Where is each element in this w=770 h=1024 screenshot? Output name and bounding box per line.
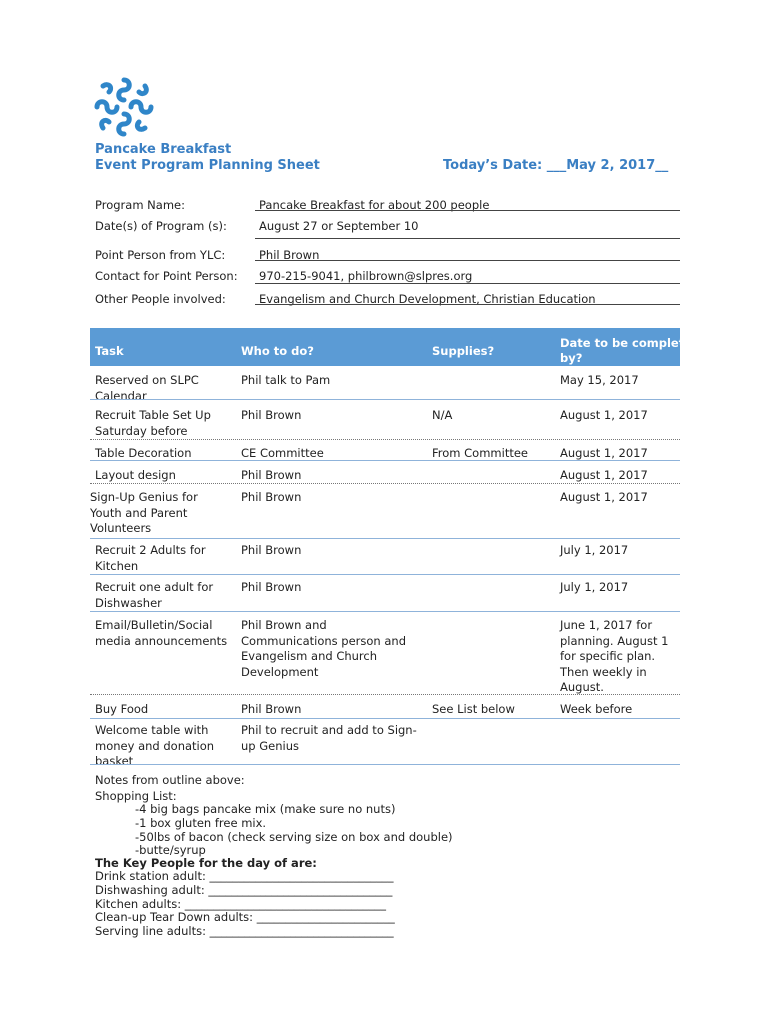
- cell-line: Phil talk to Pam: [241, 373, 331, 387]
- header-supplies: Supplies?: [432, 344, 495, 358]
- cell-line: Recruit Table Set Up: [95, 408, 211, 422]
- cell-line: May 15, 2017: [560, 373, 639, 387]
- doc-title-line2: Event Program Planning Sheet: [95, 158, 320, 173]
- cell-line: Saturday before: [95, 423, 188, 438]
- field-underline: [255, 304, 680, 305]
- cell-line: August 1, 2017: [560, 490, 648, 504]
- cell-line: Kitchen: [95, 558, 139, 573]
- cell-line: Communications person and: [241, 633, 406, 648]
- cell-line: Phil Brown and: [241, 618, 327, 632]
- cell-line: Then weekly in: [560, 664, 647, 679]
- shopping-item: -butte/syrup: [135, 843, 206, 858]
- table-row-divider: [90, 460, 680, 461]
- field-value: 970-215-9041, philbrown@slpres.org: [259, 269, 473, 283]
- table-cell-date: [560, 580, 628, 596]
- cell-line: money and donation: [95, 738, 215, 753]
- cell-line: basket: [95, 754, 134, 768]
- table-cell-task: [95, 723, 214, 770]
- header-date: Date to be completed: [560, 336, 701, 350]
- field-label: Contact for Point Person:: [95, 269, 238, 283]
- cell-line: Recruit one adult for: [95, 580, 214, 594]
- cell-line: Dishwasher: [95, 595, 162, 610]
- field-value: August 27 or September 10: [259, 219, 419, 233]
- cell-line: Recruit 2 Adults for: [95, 543, 206, 557]
- cell-line: Reserved on SLPC: [95, 373, 199, 387]
- table-cell-who: [241, 408, 301, 424]
- table-cell-date: [560, 702, 632, 718]
- field-label: Date(s) of Program (s):: [95, 219, 227, 233]
- shopping-item: -4 big bags pancake mix (make sure no nuts): [135, 802, 396, 816]
- field-underline: [255, 210, 680, 211]
- cell-line: July 1, 2017: [560, 580, 629, 594]
- table-cell-task: [95, 580, 213, 611]
- cell-line: From Committee: [432, 446, 528, 460]
- field-label: Program Name:: [95, 198, 185, 212]
- cell-line: See List below: [432, 702, 515, 716]
- key-person-line: Serving line adults: ________________________________: [95, 924, 394, 939]
- table-cell-who: [241, 373, 330, 389]
- cell-line: Phil Brown: [241, 580, 302, 594]
- field-label: Point Person from YLC:: [95, 248, 226, 262]
- cell-line: CE Committee: [241, 446, 324, 460]
- cell-line: N/A: [432, 408, 453, 422]
- key-people-title: The Key People for the day of are:: [95, 856, 317, 870]
- table-row-divider: [90, 574, 680, 575]
- notes-intro: Notes from outline above:: [95, 773, 245, 787]
- header-task: Task: [95, 344, 124, 358]
- key-person-line: Drink station adult: ________________________________: [95, 869, 394, 883]
- table-cell-who: [241, 468, 301, 484]
- table-row-divider: [90, 538, 680, 539]
- cell-line: Volunteers: [90, 521, 152, 535]
- table-cell-who: [241, 543, 301, 559]
- cell-line: Development: [241, 664, 319, 679]
- field-underline: [255, 260, 680, 261]
- cell-line: Phil to recruit and add to Sign-: [241, 723, 417, 737]
- cell-line: planning. August 1: [560, 633, 669, 648]
- shopping-item: -50lbs of bacon (check serving size on box and double): [135, 829, 453, 844]
- cell-line: Evangelism and Church: [241, 649, 378, 663]
- header-date-by: by?: [560, 351, 583, 365]
- cell-line: Table Decoration: [95, 446, 192, 460]
- table-cell-task: [95, 408, 211, 439]
- cell-line: Sign-Up Genius for: [90, 490, 198, 504]
- table-row-divider: [90, 764, 680, 765]
- table-cell-task: [95, 468, 176, 484]
- table-cell-who: [241, 702, 301, 718]
- field-label: Other People involved:: [95, 292, 226, 306]
- table-cell-supplies: [432, 702, 515, 718]
- cell-line: Phil Brown: [241, 490, 302, 504]
- cell-line: Week before: [560, 702, 633, 716]
- cell-line: August 1, 2017: [560, 468, 648, 482]
- table-cell-date: [560, 468, 648, 484]
- table-cell-date: [560, 543, 628, 559]
- cell-line: Phil Brown: [241, 543, 302, 557]
- table-cell-date: [560, 490, 648, 506]
- cross-swirl-logo-icon: [93, 76, 155, 138]
- shopping-item: -1 box gluten free mix.: [135, 815, 267, 830]
- table-cell-date: [560, 618, 668, 696]
- key-person-line: Clean-up Tear Down adults: ________________________: [95, 910, 395, 925]
- cell-line: July 1, 2017: [560, 543, 629, 557]
- table-cell-date: [560, 408, 648, 424]
- field-value: Pancake Breakfast for about 200 people: [259, 198, 490, 212]
- field-value: Phil Brown: [259, 248, 320, 262]
- table-cell-task: [95, 543, 206, 574]
- table-cell-task: [95, 618, 227, 649]
- key-person-line: Kitchen adults: ___________________________________: [95, 896, 386, 911]
- field-underline: [255, 238, 680, 239]
- cell-line: Welcome table with: [95, 723, 209, 737]
- cell-line: Calendar: [95, 388, 147, 403]
- cell-line: media announcements: [95, 633, 228, 648]
- cell-line: up Genius: [241, 738, 299, 753]
- cell-line: Phil Brown: [241, 468, 302, 482]
- cell-line: Email/Bulletin/Social: [95, 618, 213, 632]
- table-row-divider: [90, 694, 680, 695]
- doc-title-line1: Pancake Breakfast: [95, 142, 232, 157]
- cell-line: August 1, 2017: [560, 446, 648, 460]
- cell-line: Buy Food: [95, 702, 149, 716]
- todays-date: Today’s Date: ___May 2, 2017__: [443, 158, 669, 173]
- table-row-divider: [90, 611, 680, 612]
- table-cell-who: [241, 723, 417, 754]
- header-date-clip: [560, 336, 701, 366]
- table-row-divider: [90, 483, 680, 484]
- field-underline: [255, 283, 680, 284]
- table-cell-who: [241, 618, 406, 680]
- cell-line: Youth and Parent: [90, 505, 188, 520]
- cell-line: Layout design: [95, 468, 176, 482]
- cell-line: June 1, 2017 for: [560, 618, 653, 632]
- table-cell-who: [241, 490, 301, 506]
- table-cell-date: [560, 373, 639, 389]
- cell-line: August.: [560, 680, 604, 694]
- shopping-title: Shopping List:: [95, 789, 177, 803]
- cell-line: Phil Brown: [241, 702, 302, 716]
- table-row-divider: [90, 718, 680, 719]
- field-value: Evangelism and Church Development, Christian Education: [259, 292, 596, 306]
- key-person-line: Dishwashing adult: ________________________________: [95, 882, 393, 897]
- cell-line: August 1, 2017: [560, 408, 648, 422]
- cell-line: for specific plan.: [560, 649, 656, 663]
- table-row-divider: [90, 439, 680, 440]
- table-cell-who: [241, 580, 301, 596]
- table-cell-supplies: [432, 408, 452, 424]
- table-cell-task: [90, 490, 198, 537]
- header-who: Who to do?: [241, 344, 314, 358]
- table-row-divider: [90, 399, 680, 400]
- table-cell-task: [95, 702, 148, 718]
- cell-line: Phil Brown: [241, 408, 302, 422]
